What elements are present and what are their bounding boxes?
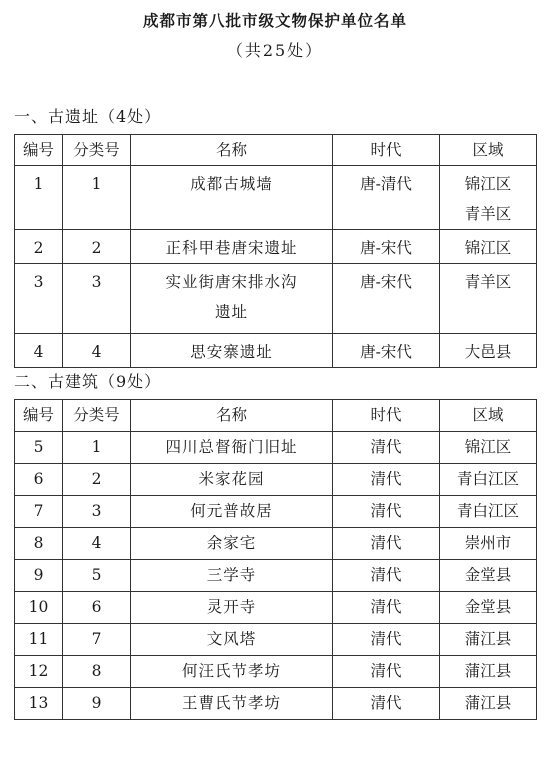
cell-number: 10 bbox=[15, 592, 63, 624]
header-area: 区域 bbox=[440, 400, 537, 432]
cell-era: 清代 bbox=[333, 656, 440, 688]
cell-name: 文风塔 bbox=[131, 624, 333, 656]
cell-era: 唐-宋代 bbox=[333, 334, 440, 368]
cell-area: 崇州市 bbox=[440, 528, 537, 560]
ancient-sites-table bbox=[14, 134, 537, 368]
cell-category: 5 bbox=[63, 560, 131, 592]
header-name: 名称 bbox=[131, 135, 333, 166]
cell-era: 清代 bbox=[333, 592, 440, 624]
table-row bbox=[15, 560, 537, 592]
cell-area: 青白江区 bbox=[440, 496, 537, 528]
cell-area: 锦江区 bbox=[440, 432, 537, 464]
cell-area: 蒲江县 bbox=[440, 688, 537, 720]
cell-area: 金堂县 bbox=[440, 560, 537, 592]
cell-category: 9 bbox=[63, 688, 131, 720]
cell-area: 锦江区 bbox=[440, 230, 537, 264]
cell-category: 7 bbox=[63, 624, 131, 656]
cell-era: 唐-宋代 bbox=[333, 230, 440, 264]
cell-number: 7 bbox=[15, 496, 63, 528]
table-row bbox=[15, 592, 537, 624]
cell-number: 5 bbox=[15, 432, 63, 464]
cell-category: 4 bbox=[63, 528, 131, 560]
section-heading-ancient-buildings: 二、古建筑（9处） bbox=[14, 372, 162, 391]
cell-era: 唐-清代 bbox=[333, 166, 440, 230]
cell-category: 2 bbox=[63, 464, 131, 496]
cell-name: 成都古城墙 bbox=[131, 166, 333, 230]
cell-name: 王曹氏节孝坊 bbox=[131, 688, 333, 720]
cell-area: 青白江区 bbox=[440, 464, 537, 496]
cell-category: 8 bbox=[63, 656, 131, 688]
cell-number: 9 bbox=[15, 560, 63, 592]
cell-number: 6 bbox=[15, 464, 63, 496]
cell-category: 3 bbox=[63, 496, 131, 528]
table-row bbox=[15, 624, 537, 656]
cell-name: 何元普故居 bbox=[131, 496, 333, 528]
header-number: 编号 bbox=[15, 135, 63, 166]
cell-name-line: 遗址 bbox=[214, 303, 248, 321]
cell-area-line: 青羊区 bbox=[464, 205, 512, 223]
header-number: 编号 bbox=[15, 400, 63, 432]
table-row bbox=[15, 432, 537, 464]
cell-name-line: 实业街唐宋排水沟 bbox=[165, 273, 298, 291]
table-row bbox=[15, 230, 537, 264]
cell-name: 灵开寺 bbox=[131, 592, 333, 624]
table-row bbox=[15, 496, 537, 528]
cell-number: 12 bbox=[15, 656, 63, 688]
cell-era: 清代 bbox=[333, 496, 440, 528]
cell-category: 1 bbox=[63, 166, 131, 230]
cell-number: 11 bbox=[15, 624, 63, 656]
cell-area-line: 锦江区 bbox=[464, 175, 512, 193]
cell-number: 13 bbox=[15, 688, 63, 720]
header-era: 时代 bbox=[333, 400, 440, 432]
cell-era: 清代 bbox=[333, 560, 440, 592]
cell-name: 何汪氏节孝坊 bbox=[131, 656, 333, 688]
header-category: 分类号 bbox=[63, 400, 131, 432]
cell-area: 青羊区 bbox=[440, 264, 537, 334]
cell-name: 四川总督衙门旧址 bbox=[131, 432, 333, 464]
cell-category: 4 bbox=[63, 334, 131, 368]
cell-name: 正科甲巷唐宋遗址 bbox=[131, 230, 333, 264]
cell-number: 1 bbox=[15, 166, 63, 230]
table-row bbox=[15, 464, 537, 496]
cell-name bbox=[131, 264, 333, 334]
cell-number: 3 bbox=[15, 264, 63, 334]
table-header-row bbox=[15, 135, 537, 166]
cell-area: 大邑县 bbox=[440, 334, 537, 368]
cell-era: 清代 bbox=[333, 688, 440, 720]
header-name: 名称 bbox=[131, 400, 333, 432]
table-row bbox=[15, 688, 537, 720]
cell-area: 蒲江县 bbox=[440, 656, 537, 688]
header-era: 时代 bbox=[333, 135, 440, 166]
cell-area: 蒲江县 bbox=[440, 624, 537, 656]
header-category: 分类号 bbox=[63, 135, 131, 166]
table-header-row bbox=[15, 400, 537, 432]
table-row bbox=[15, 334, 537, 368]
cell-era: 清代 bbox=[333, 432, 440, 464]
cell-era: 清代 bbox=[333, 464, 440, 496]
cell-name: 余家宅 bbox=[131, 528, 333, 560]
cell-name: 三学寺 bbox=[131, 560, 333, 592]
cell-name: 思安寨遗址 bbox=[131, 334, 333, 368]
cell-era: 清代 bbox=[333, 528, 440, 560]
table-row bbox=[15, 656, 537, 688]
cell-number: 8 bbox=[15, 528, 63, 560]
cell-era: 清代 bbox=[333, 624, 440, 656]
page-title: 成都市第八批市级文物保护单位名单 bbox=[142, 11, 407, 30]
table-row bbox=[15, 166, 537, 230]
cell-area bbox=[440, 166, 537, 230]
cell-area: 金堂县 bbox=[440, 592, 537, 624]
cell-category: 1 bbox=[63, 432, 131, 464]
cell-category: 3 bbox=[63, 264, 131, 334]
cell-category: 6 bbox=[63, 592, 131, 624]
cell-number: 4 bbox=[15, 334, 63, 368]
ancient-buildings-table bbox=[14, 399, 537, 720]
cell-name: 米家花园 bbox=[131, 464, 333, 496]
cell-era: 唐-宋代 bbox=[333, 264, 440, 334]
table-row bbox=[15, 528, 537, 560]
header-area: 区域 bbox=[440, 135, 537, 166]
section-heading-ancient-sites: 一、古遗址（4处） bbox=[14, 107, 162, 126]
table-row bbox=[15, 264, 537, 334]
page-subtitle: （共25处） bbox=[226, 41, 324, 60]
cell-number: 2 bbox=[15, 230, 63, 264]
cell-category: 2 bbox=[63, 230, 131, 264]
